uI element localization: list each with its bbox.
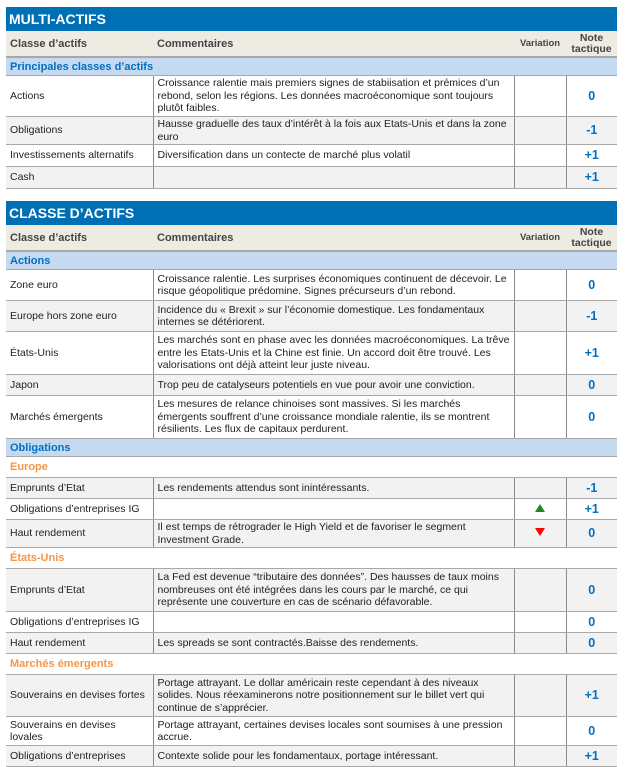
note-tactique-value: 0 [566,270,617,301]
table-row [6,332,617,375]
variation-cell [514,633,566,654]
header-variation: Variation [514,225,566,251]
variation-cell [514,167,566,189]
comment-cell: Diversification dans un contecte de marché plus volatil [153,145,514,167]
asset-class-name: États-Unis [6,332,153,375]
asset-class-name: Emprunts d’Etat [6,478,153,499]
note-tactique-value: +1 [566,145,617,167]
asset-class-name: Obligations d’entreprises IG [6,499,153,520]
table-row [6,167,617,189]
table-row [6,717,617,746]
variation-cell [514,520,566,548]
group-row-principales-label: Principales classes d’actifs [6,57,617,76]
note-tactique-value: -1 [566,117,617,145]
variation-cell [514,301,566,332]
note-tactique-value: 0 [566,375,617,396]
header-note-line2: tactique [571,236,612,249]
table-header-row [6,225,617,251]
note-tactique-value: 0 [566,612,617,633]
variation-cell [514,569,566,612]
note-tactique-value: +1 [566,675,617,717]
header-asset-class: Classe d’actifs [6,31,153,57]
variation-cell [514,145,566,167]
comment-cell: La Fed est devenue “tributaire des données”. Des hausses de taux moins nombreuses ont été intégrées dans les cours par le marché, ce qui représente une couverture en cas de scénario défavorable. [153,569,514,612]
asset-class-name: Souverains en devises lovales [6,717,153,746]
classe-actifs-section [6,201,617,767]
comment-cell [153,167,514,189]
variation-cell [514,612,566,633]
table-row [6,569,617,612]
table-row [6,76,617,117]
comment-cell: Croissance ralentie. Les surprises économiques continuent de décevoir. Le risque géopolitique prédomine. Signes précurseurs d’un rebond. [153,270,514,301]
table-row [6,499,617,520]
variation-up-icon [535,504,545,512]
region-row-label: Marchés émergents [6,654,617,675]
comment-cell: Portage attrayant, certaines devises locales sont soumises à une pression accrue. [153,717,514,746]
region-row-label: États-Unis [6,548,617,569]
variation-cell [514,332,566,375]
note-tactique-value: 0 [566,633,617,654]
asset-class-name: Obligations [6,117,153,145]
table-row [6,270,617,301]
group-row-actions [6,251,617,270]
variation-cell [514,746,566,767]
comment-cell: Hausse graduelle des taux d’intérêt à la fois aux Etats-Unis et dans la zone euro [153,117,514,145]
header-note-line2: tactique [571,42,612,55]
asset-class-name: Emprunts d’Etat [6,569,153,612]
table-row [6,396,617,439]
note-tactique-value: +1 [566,167,617,189]
header-comments: Commentaires [153,31,514,57]
header-asset-class: Classe d’actifs [6,225,153,251]
region-row [6,457,617,478]
table-row [6,633,617,654]
note-tactique-value: 0 [566,396,617,439]
asset-class-name: Europe hors zone euro [6,301,153,332]
asset-class-name: Obligations d’entreprises [6,746,153,767]
asset-class-name: Actions [6,76,153,117]
header-variation: Variation [514,31,566,57]
asset-class-name: Zone euro [6,270,153,301]
table-row [6,117,617,145]
group-row-actions-label: Actions [6,251,617,270]
variation-cell [514,396,566,439]
header-comments: Commentaires [153,225,514,251]
variation-cell [514,375,566,396]
comment-cell: Les rendements attendus sont inintéressants. [153,478,514,499]
note-tactique-value: +1 [566,746,617,767]
variation-down-icon [535,528,545,536]
variation-cell [514,270,566,301]
region-row-label: Europe [6,457,617,478]
comment-cell: Portage attrayant. Le dollar américain reste cependant à des niveaux solides. Nous réexaminerons notre positionnement sur le billet vert qui continue de s’apprécier. [153,675,514,717]
variation-cell [514,499,566,520]
note-tactique-value: +1 [566,499,617,520]
asset-class-name: Haut rendement [6,633,153,654]
variation-cell [514,478,566,499]
comment-cell: Trop peu de catalyseurs potentiels en vue pour avoir une conviction. [153,375,514,396]
multi-actifs-table [6,31,617,189]
table-row [6,375,617,396]
comment-cell: Il est temps de rétrograder le High Yield et de favoriser le segment Investment Grade. [153,520,514,548]
note-tactique-value: -1 [566,301,617,332]
note-tactique-value: 0 [566,717,617,746]
classe-actifs-table [6,225,617,767]
table-row [6,478,617,499]
region-row [6,654,617,675]
variation-cell [514,675,566,717]
header-note-tactique [566,225,617,251]
variation-cell [514,717,566,746]
table-row [6,145,617,167]
asset-class-name: Investissements alternatifs [6,145,153,167]
header-note-line1: Note [579,31,604,44]
group-row-obligations-label: Obligations [6,439,617,457]
header-note-line1: Note [579,225,604,238]
variation-cell [514,117,566,145]
note-tactique-value: 0 [566,569,617,612]
asset-class-name: Marchés émergents [6,396,153,439]
table-header-row [6,31,617,57]
table-row [6,612,617,633]
comment-cell: Croissance ralentie mais premiers signes de stabiisation et prémices d’un rebond, selon les régions. Les données macroéconomique sont toujours plutôt faibles. [153,76,514,117]
asset-class-name: Haut rendement [6,520,153,548]
note-tactique-value: -1 [566,478,617,499]
table-row [6,301,617,332]
region-row [6,548,617,569]
comment-cell: Contexte solide pour les fondamentaux, portage intéressant. [153,746,514,767]
group-row-principales [6,57,617,76]
variation-cell [514,76,566,117]
comment-cell: Incidence du « Brexit » sur l’économie domestique. Les fondamentaux internes se détériorent. [153,301,514,332]
header-note-tactique [566,31,617,57]
asset-class-name: Souverains en devises fortes [6,675,153,717]
table-row [6,675,617,717]
asset-class-name: Japon [6,375,153,396]
asset-class-name: Cash [6,167,153,189]
section-title: MULTI-ACTIFS [6,7,617,31]
section-title: CLASSE D’ACTIFS [6,201,617,225]
comment-cell: Les spreads se sont contractés.Baisse des rendements. [153,633,514,654]
comment-cell [153,612,514,633]
table-row [6,746,617,767]
note-tactique-value: 0 [566,76,617,117]
table-row [6,520,617,548]
group-row-obligations [6,439,617,457]
note-tactique-value: +1 [566,332,617,375]
note-tactique-value: 0 [566,520,617,548]
multi-actifs-section [6,7,617,189]
comment-cell: Les marchés sont en phase avec les données macroéconomiques. La trêve entre les Etats-Unis et la Chine est finie. Un accord doit être trouvé. Les valorisations ont déjà atteint leur juste niveau. [153,332,514,375]
asset-class-name: Obligations d’entreprises IG [6,612,153,633]
comment-cell [153,499,514,520]
comment-cell: Les mesures de relance chinoises sont massives. Si les marchés émergents souffrent d’une croissance mondiale ralentie, ils se montrent résilients. Les flux de capitaux perdurent. [153,396,514,439]
